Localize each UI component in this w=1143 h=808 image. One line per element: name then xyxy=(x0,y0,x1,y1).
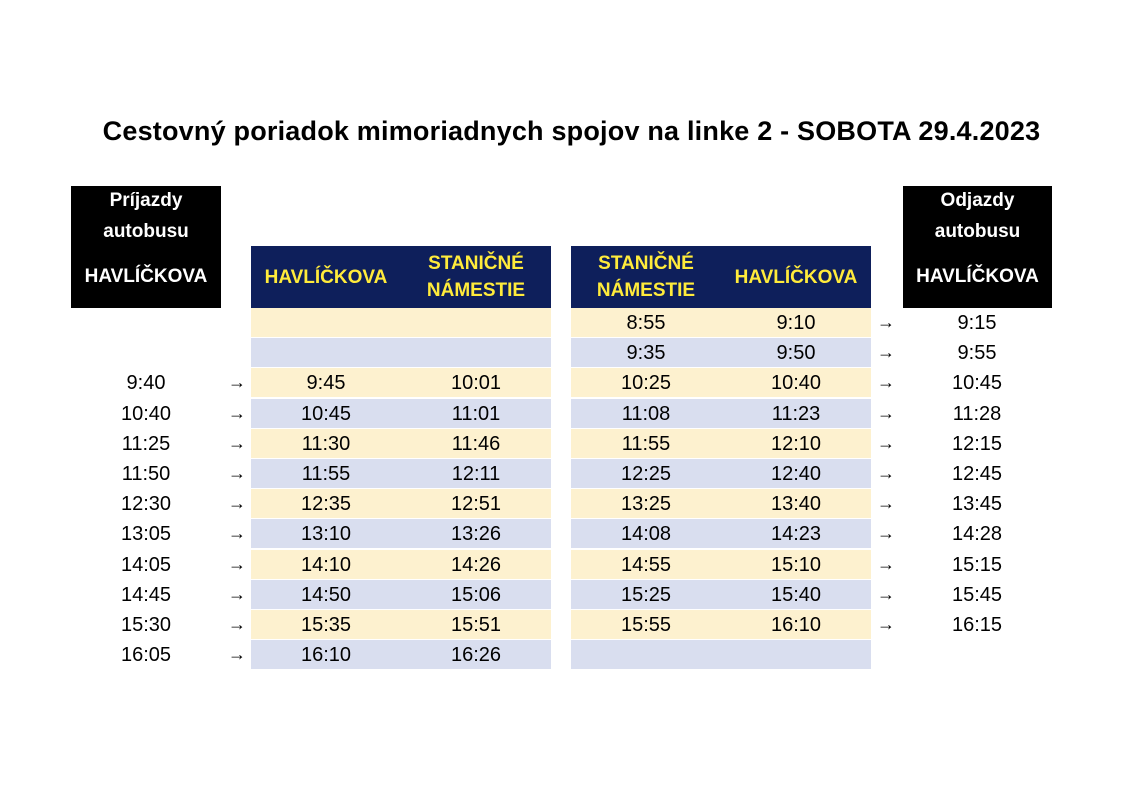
left-cell-havlickova: 14:50 xyxy=(300,584,352,606)
arrival-time: 14:45 xyxy=(120,584,172,606)
arrivals-header-line1: Príjazdy xyxy=(109,190,183,211)
left-cell-stanicne: 13:26 xyxy=(450,523,502,545)
arrival-time: 9:40 xyxy=(126,372,166,394)
left-cell-stanicne: 11:01 xyxy=(451,403,501,425)
right-cell-havlickova: 14:23 xyxy=(770,523,822,545)
arrow-icon: → xyxy=(228,403,246,423)
right-cell-stanicne: 14:55 xyxy=(620,554,672,576)
departure-time: 15:45 xyxy=(951,584,1003,606)
arrival-time: 13:05 xyxy=(120,523,172,545)
left-header-col1: HAVLÍČKOVA xyxy=(264,266,388,288)
arrow-icon: → xyxy=(228,493,246,513)
departures-header-line2: autobusu xyxy=(934,221,1021,242)
arrow-icon: → xyxy=(877,493,895,513)
arrivals-header-box xyxy=(71,186,221,308)
right-cell-stanicne: 15:55 xyxy=(620,614,672,636)
left-cell-stanicne: 11:46 xyxy=(451,433,501,455)
left-cell-stanicne: 15:06 xyxy=(450,584,502,606)
arrivals-header-stop: HAVLÍČKOVA xyxy=(84,266,208,287)
right-cell-havlickova: 16:10 xyxy=(770,614,822,636)
left-header-col2: STANIČNÉ NÁMESTIE xyxy=(426,253,526,301)
left-cell-havlickova: 10:45 xyxy=(300,403,352,425)
right-cell-havlickova: 9:10 xyxy=(776,312,816,334)
arrow-icon: → xyxy=(228,372,246,392)
departure-time: 11:28 xyxy=(952,403,1002,425)
right-cell-stanicne: 11:55 xyxy=(621,433,671,455)
arrival-time: 15:30 xyxy=(120,614,172,636)
left-cell-stanicne: 12:51 xyxy=(450,493,502,515)
right-cell-stanicne xyxy=(571,640,721,670)
right-cell-stanicne: 10:25 xyxy=(620,372,672,394)
left-cell-havlickova: 13:10 xyxy=(300,523,352,545)
arrow-icon: → xyxy=(228,523,246,543)
right-cell-havlickova: 12:10 xyxy=(770,433,822,455)
arrow-icon: → xyxy=(228,584,246,604)
left-cell-havlickova xyxy=(251,338,401,368)
left-cell-havlickova: 11:30 xyxy=(301,433,351,455)
page-title: Cestovný poriadok mimoriadnych spojov na linke 2 - SOBOTA 29.4.2023 xyxy=(102,116,1041,146)
departures-header-stop: HAVLÍČKOVA xyxy=(916,266,1039,287)
arrow-icon: → xyxy=(877,433,895,453)
arrow-icon: → xyxy=(877,372,895,392)
arrival-time: 11:25 xyxy=(121,433,171,455)
right-cell-havlickova: 10:40 xyxy=(770,372,822,394)
left-cell-stanicne: 14:26 xyxy=(450,554,502,576)
departure-time: 16:15 xyxy=(951,614,1003,636)
arrival-time: 11:50 xyxy=(121,463,171,485)
right-cell-stanicne: 9:35 xyxy=(626,342,666,364)
right-cell-havlickova: 9:50 xyxy=(776,342,816,364)
arrow-icon: → xyxy=(877,584,895,604)
arrow-icon: → xyxy=(877,403,895,423)
departure-time: 9:55 xyxy=(957,342,997,364)
arrow-icon: → xyxy=(877,614,895,634)
right-cell-stanicne: 14:08 xyxy=(620,523,672,545)
departures-header-line1: Odjazdy xyxy=(940,190,1015,211)
departure-time: 9:15 xyxy=(957,312,997,334)
right-table-header xyxy=(571,246,871,308)
left-cell-havlickova: 11:55 xyxy=(301,463,351,485)
arrival-time: 10:40 xyxy=(120,403,172,425)
right-cell-havlickova: 12:40 xyxy=(770,463,822,485)
arrow-icon: → xyxy=(228,463,246,483)
left-cell-stanicne: 15:51 xyxy=(450,614,502,636)
left-cell-havlickova xyxy=(251,308,401,338)
left-cell-stanicne: 12:11 xyxy=(451,463,501,485)
arrival-time: 16:05 xyxy=(120,644,172,666)
departure-time: 13:45 xyxy=(951,493,1003,515)
left-cell-stanicne: 16:26 xyxy=(450,644,502,666)
left-table-header xyxy=(251,246,551,308)
arrow-icon: → xyxy=(228,614,246,634)
arrow-icon: → xyxy=(228,554,246,574)
left-cell-havlickova: 15:35 xyxy=(300,614,352,636)
right-cell-stanicne: 8:55 xyxy=(626,312,666,334)
arrow-icon: → xyxy=(877,342,895,362)
right-cell-havlickova: 15:40 xyxy=(770,584,822,606)
departure-time: 15:15 xyxy=(951,554,1003,576)
departure-time: 14:28 xyxy=(951,523,1003,545)
right-cell-stanicne: 13:25 xyxy=(620,493,672,515)
arrow-icon: → xyxy=(877,463,895,483)
departures-header-box xyxy=(903,186,1052,308)
right-cell-stanicne: 12:25 xyxy=(620,463,672,485)
right-cell-havlickova: 13:40 xyxy=(770,493,822,515)
left-cell-havlickova: 14:10 xyxy=(300,554,352,576)
departure-time: 12:15 xyxy=(951,433,1003,455)
right-cell-stanicne: 11:08 xyxy=(621,403,671,425)
left-cell-havlickova: 9:45 xyxy=(306,372,346,394)
arrow-icon: → xyxy=(228,644,246,664)
left-cell-havlickova: 16:10 xyxy=(300,644,352,666)
left-cell-stanicne: 10:01 xyxy=(450,372,502,394)
left-cell-havlickova: 12:35 xyxy=(300,493,352,515)
right-cell-stanicne: 15:25 xyxy=(620,584,672,606)
right-cell-havlickova: 15:10 xyxy=(770,554,822,576)
right-cell-havlickova xyxy=(721,640,871,670)
arrow-icon: → xyxy=(228,433,246,453)
departure-time: 12:45 xyxy=(951,463,1003,485)
arrival-time: 12:30 xyxy=(120,493,172,515)
left-cell-stanicne xyxy=(401,338,551,368)
right-cell-havlickova: 11:23 xyxy=(771,403,821,425)
arrow-icon: → xyxy=(877,523,895,543)
arrival-time: 14:05 xyxy=(120,554,172,576)
right-header-col1: STANIČNÉ NÁMESTIE xyxy=(596,253,696,301)
right-header-col2: HAVLÍČKOVA xyxy=(734,266,858,288)
arrivals-header-line2: autobusu xyxy=(103,221,189,242)
arrow-icon: → xyxy=(877,554,895,574)
arrow-icon: → xyxy=(877,312,895,332)
departure-time: 10:45 xyxy=(951,372,1003,394)
left-cell-stanicne xyxy=(401,308,551,338)
